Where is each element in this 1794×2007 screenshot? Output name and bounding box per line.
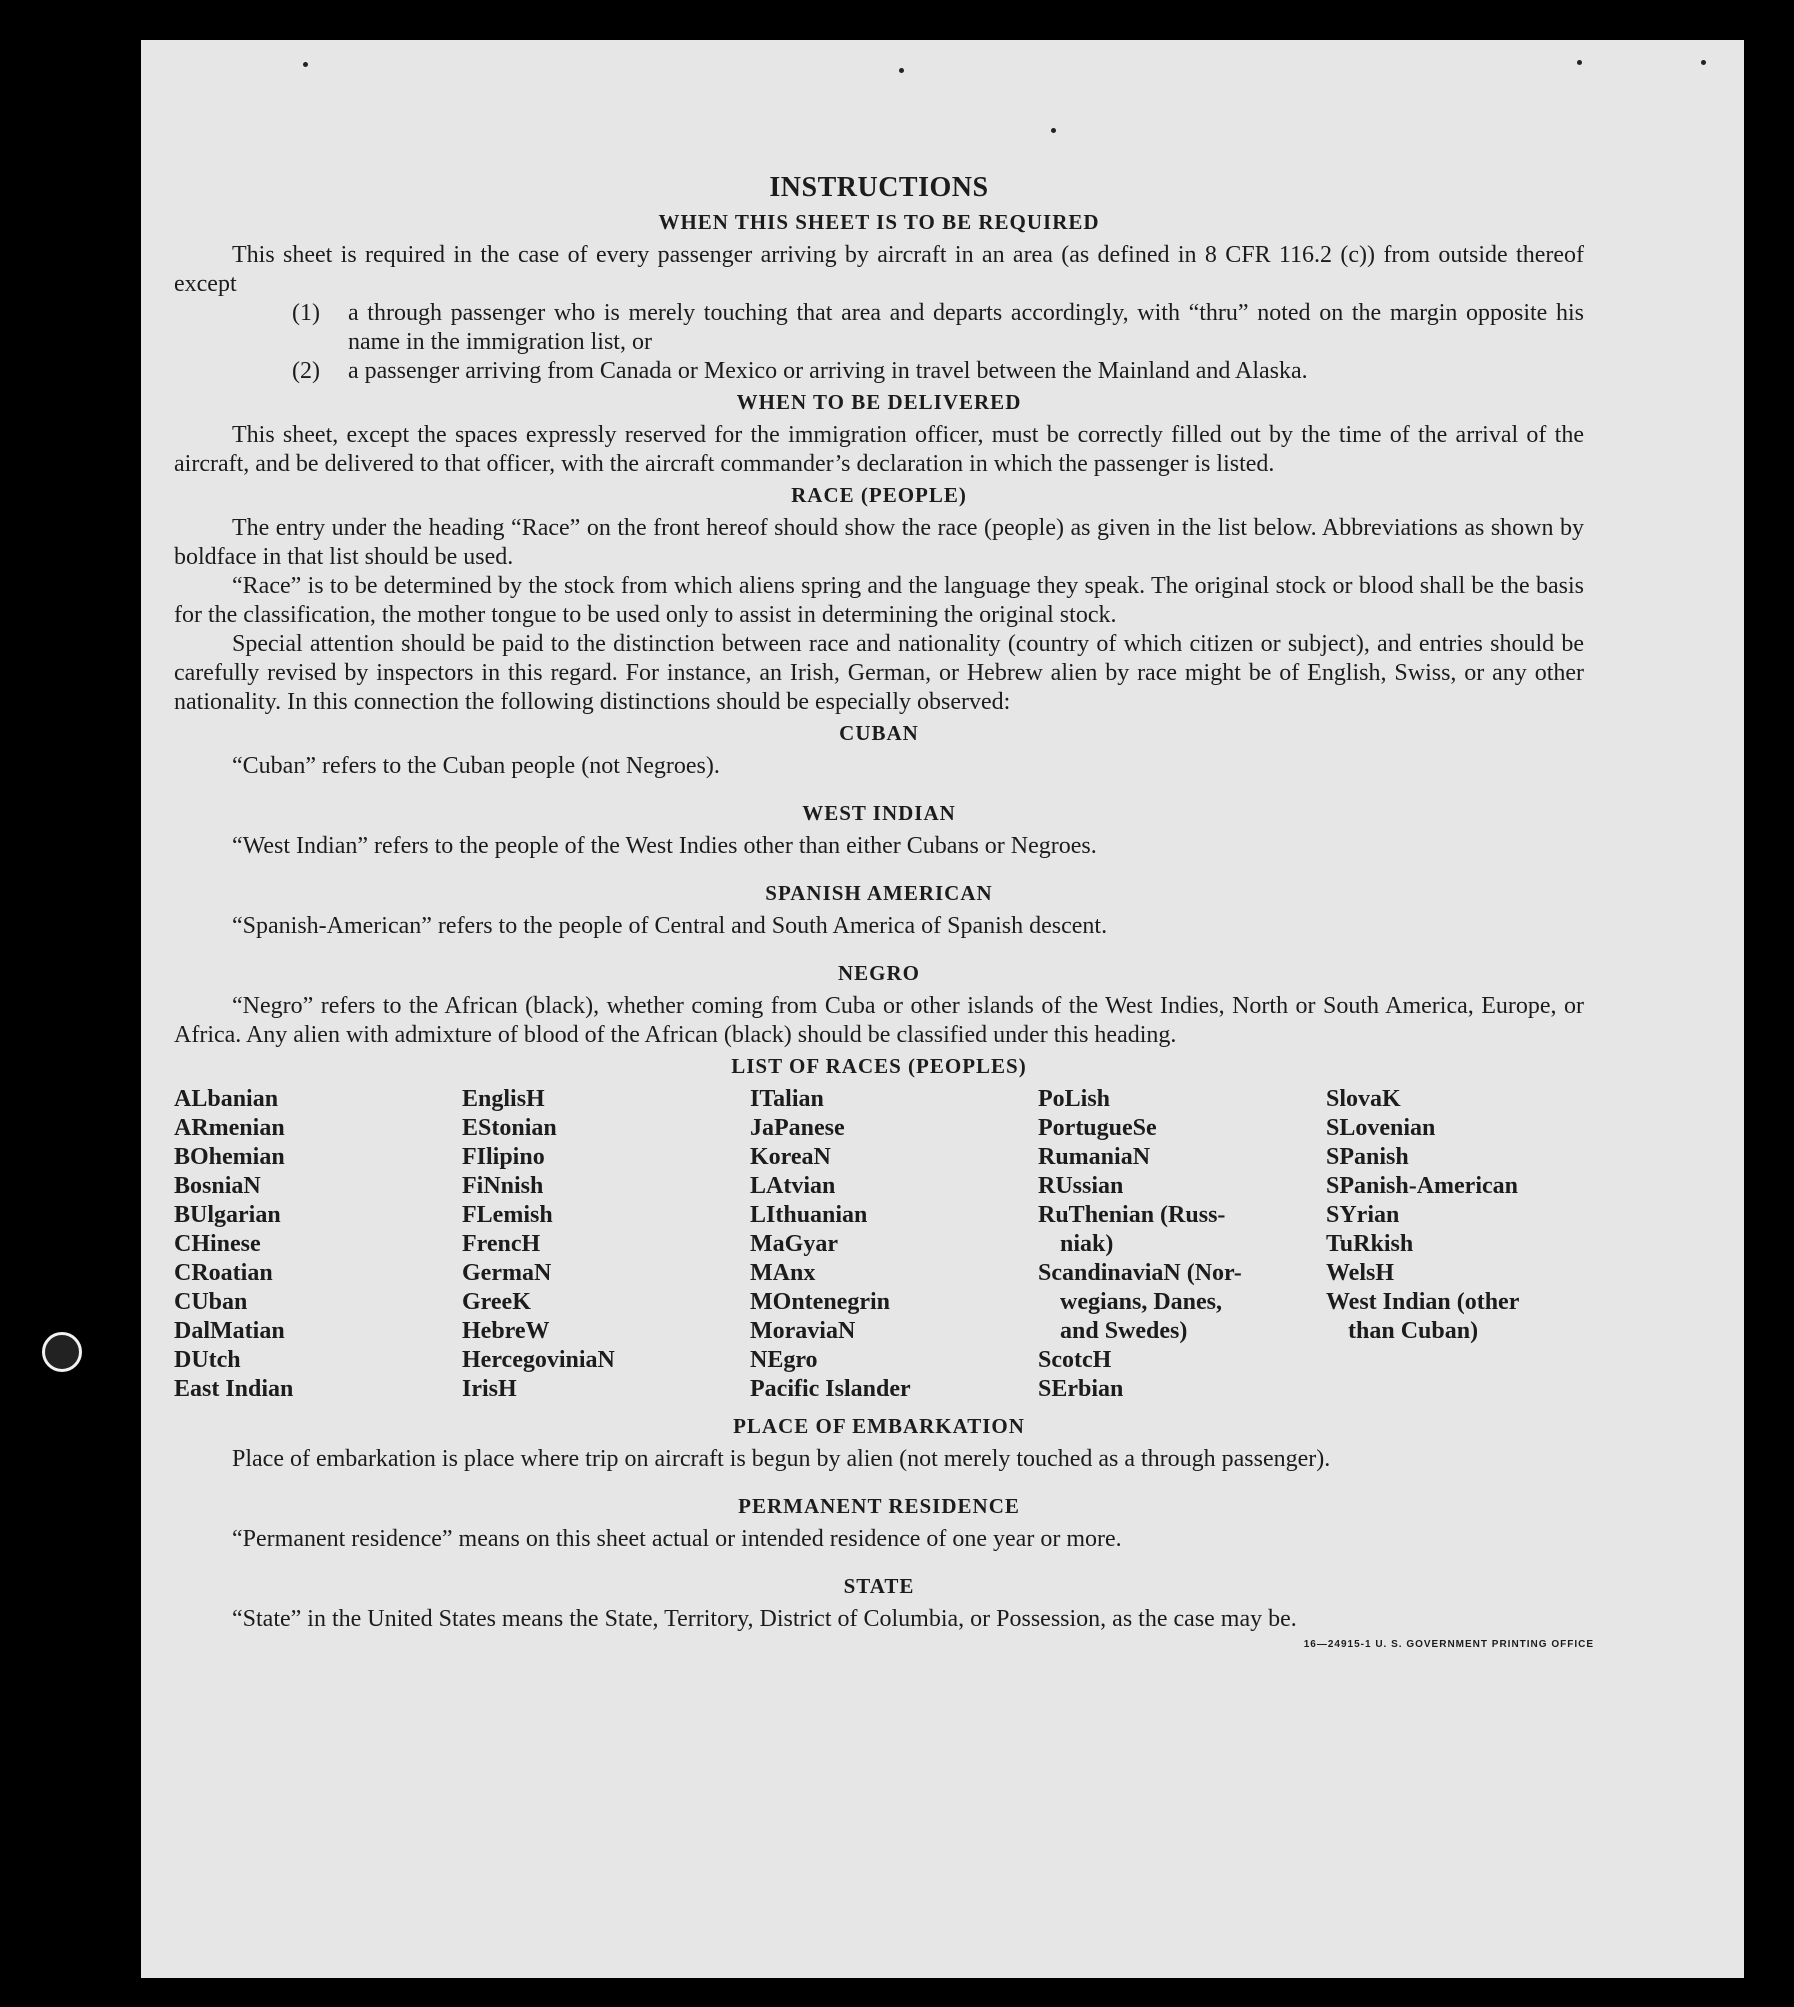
speck <box>1051 128 1056 133</box>
race-entry: EnglisH <box>462 1086 545 1112</box>
race-entry: RUssian <box>1038 1173 1124 1199</box>
race-entry: East Indian <box>174 1376 294 1402</box>
race-entry: SYrian <box>1326 1202 1400 1228</box>
race-entry: LIthuanian <box>750 1202 868 1228</box>
race-entry: SPanish-American <box>1326 1173 1518 1199</box>
race-entry: ScandinaviaN (Nor- <box>1038 1260 1242 1286</box>
races-column <box>1038 1085 1326 1404</box>
speck <box>899 68 904 73</box>
race-entry: RuThenian (Russ- <box>1038 1202 1226 1228</box>
race-entry: LAtvian <box>750 1173 836 1199</box>
race-entry: SLovenian <box>1326 1115 1436 1141</box>
document-page <box>141 40 1744 1978</box>
race-entry: EStonian <box>462 1115 557 1141</box>
list-item <box>174 357 1584 386</box>
race-entry: BOhemian <box>174 1144 285 1170</box>
race-entry: and Swedes) <box>1060 1318 1188 1344</box>
section-heading: NEGRO <box>837 961 920 985</box>
race-entry: than Cuban) <box>1348 1318 1479 1344</box>
race-entry: ITalian <box>750 1086 824 1112</box>
paragraph: The entry under the heading “Race” on the front hereof should show the race (people) as given in the list below. Abbreviations as shown by boldface in that list should be used. <box>174 515 1584 570</box>
race-entry: HercegoviniaN <box>462 1347 615 1373</box>
race-entry: wegians, Danes, <box>1060 1289 1223 1315</box>
race-entry: SErbian <box>1038 1376 1124 1402</box>
print-code: 16—24915-1 U. S. GOVERNMENT PRINTING OFFICE <box>1303 1639 1594 1650</box>
race-entry: SlovaK <box>1326 1086 1401 1112</box>
section-heading: WHEN TO BE DELIVERED <box>736 390 1022 414</box>
paragraph: “Cuban” refers to the Cuban people (not Negroes). <box>232 753 720 779</box>
speck <box>1701 60 1706 65</box>
races-column <box>1326 1085 1614 1404</box>
race-entry: CRoatian <box>174 1260 273 1286</box>
race-entry: SPanish <box>1326 1144 1409 1170</box>
races-column <box>750 1085 1038 1404</box>
section-heading: WHEN THIS SHEET IS TO BE REQUIRED <box>658 210 1100 234</box>
race-entry: PortugueSe <box>1038 1115 1157 1141</box>
paragraph: Special attention should be paid to the distinction between race and nationality (country of which citizen or subject), and entries should be carefully revised by inspectors in this regard. For instance, an Irish, German, or Hebrew alien by race might be of English, Swiss, or any other nationality. In this connection the following distinctions should be especially observed: <box>174 631 1584 715</box>
race-entry: TuRkish <box>1326 1231 1414 1257</box>
race-entry: niak) <box>1060 1231 1114 1257</box>
paragraph: “Race” is to be determined by the stock from which aliens spring and the language they speak. The original stock or blood shall be the basis for the classification, the mother tongue to be used only to assist in determining the original stock. <box>174 573 1584 628</box>
section-heading: CUBAN <box>839 721 919 745</box>
race-entry: HebreW <box>462 1318 550 1344</box>
paragraph: “Permanent residence” means on this sheet actual or intended residence of one year or more. <box>232 1526 1122 1552</box>
race-entry: FiNnish <box>462 1173 544 1199</box>
race-entry: MOntenegrin <box>750 1289 890 1315</box>
race-entry: JaPanese <box>750 1115 845 1141</box>
list-item <box>174 299 1584 357</box>
race-entry: CUban <box>174 1289 248 1315</box>
section-heading: PLACE OF EMBARKATION <box>733 1414 1025 1438</box>
race-entry: RumaniaN <box>1038 1144 1151 1170</box>
punch-hole <box>42 1332 82 1372</box>
paragraph: This sheet, except the spaces expressly reserved for the immigration officer, must be correctly filled out by the time of the arrival of the aircraft, and be delivered to that officer, with the aircraft commander’s declaration in which the passenger is listed. <box>174 422 1584 477</box>
paragraph: “West Indian” refers to the people of the West Indies other than either Cubans or Negroes. <box>232 833 1097 859</box>
race-entry: KoreaN <box>750 1144 831 1170</box>
paragraph: Place of embarkation is place where trip on aircraft is begun by alien (not merely touched as a through passenger). <box>232 1446 1331 1472</box>
race-entry: BUlgarian <box>174 1202 281 1228</box>
paragraph: This sheet is required in the case of every passenger arriving by aircraft in an area (as defined in 8 CFR 116.2 (c)) from outside thereof except <box>174 242 1584 297</box>
section-heading: WEST INDIAN <box>802 801 956 825</box>
race-entry: NEgro <box>750 1347 818 1373</box>
race-entry: GreeK <box>462 1289 531 1315</box>
race-entry: MaGyar <box>750 1231 838 1257</box>
races-list <box>174 1085 1584 1404</box>
section-heading: RACE (PEOPLE) <box>791 483 967 507</box>
race-entry: DalMatian <box>174 1318 285 1344</box>
race-entry: FLemish <box>462 1202 553 1228</box>
races-column <box>462 1085 750 1404</box>
race-entry: FrencH <box>462 1231 541 1257</box>
race-entry: West Indian (other <box>1326 1289 1520 1315</box>
paragraph: “State” in the United States means the State, Territory, District of Columbia, or Possession, as the case may be. <box>232 1606 1297 1632</box>
section-heading: PERMANENT RESIDENCE <box>738 1494 1020 1518</box>
speck <box>303 62 308 67</box>
race-entry: FIlipino <box>462 1144 545 1170</box>
item-text: a passenger arriving from Canada or Mexico or arriving in travel between the Mainland and Alaska. <box>348 358 1308 384</box>
race-entry: MoraviaN <box>750 1318 856 1344</box>
race-entry: MAnx <box>750 1260 816 1286</box>
page-title: INSTRUCTIONS <box>769 172 989 203</box>
section-heading: STATE <box>843 1574 915 1598</box>
race-entry: BosniaN <box>174 1173 261 1199</box>
race-entry: PoLish <box>1038 1086 1111 1112</box>
document-body <box>174 172 1594 1650</box>
section-heading: LIST OF RACES (PEOPLES) <box>731 1054 1027 1078</box>
race-entry: CHinese <box>174 1231 261 1257</box>
race-entry: ALbanian <box>174 1086 279 1112</box>
race-entry: IrisH <box>462 1376 517 1402</box>
item-number: (2) <box>292 358 320 384</box>
speck <box>1577 60 1582 65</box>
race-entry: ScotcH <box>1038 1347 1112 1373</box>
race-entry: DUtch <box>174 1347 241 1373</box>
race-entry: ARmenian <box>174 1115 285 1141</box>
paragraph: “Negro” refers to the African (black), whether coming from Cuba or other islands of the West Indies, North or South America, Europe, or Africa. Any alien with admixture of blood of the African (black) should be classified under this heading. <box>174 993 1584 1048</box>
item-text: a through passenger who is merely touching that area and departs accordingly, with “thru” noted on the margin opposite his name in the immigration list, or <box>348 300 1584 355</box>
races-column <box>174 1085 462 1404</box>
race-entry: GermaN <box>462 1260 552 1286</box>
section-heading: SPANISH AMERICAN <box>765 881 993 905</box>
race-entry: Pacific Islander <box>750 1376 911 1402</box>
race-entry: WelsH <box>1326 1260 1395 1286</box>
item-number: (1) <box>292 300 320 326</box>
paragraph: “Spanish-American” refers to the people of Central and South America of Spanish descent. <box>232 913 1108 939</box>
